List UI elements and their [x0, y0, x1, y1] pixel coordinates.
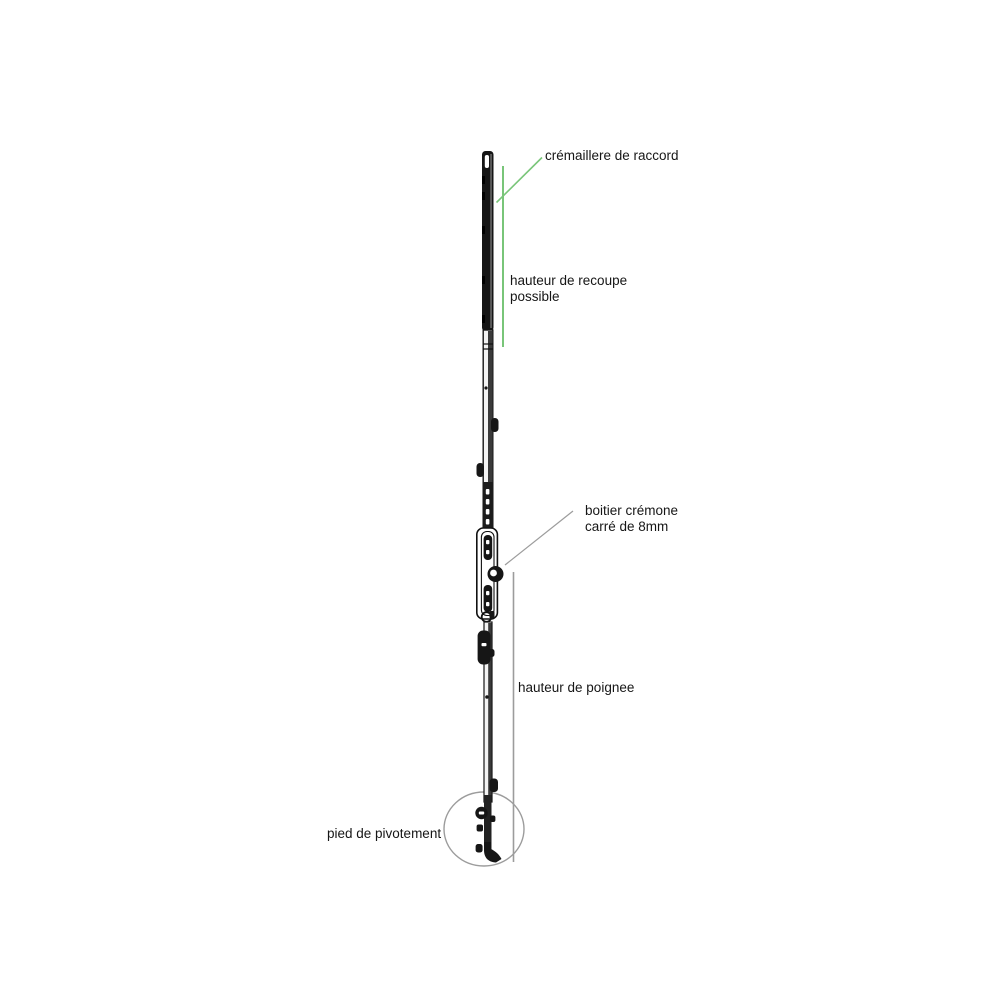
- main-rod: [477, 330, 499, 530]
- rod-rivet: [484, 386, 487, 389]
- locking-cam-left: [477, 463, 485, 477]
- label-boitier-cremone-line2: carré de 8mm: [585, 518, 669, 534]
- lower-rod: [478, 611, 498, 802]
- foot-toe: [484, 842, 502, 863]
- label-boitier-cremone: [585, 503, 678, 534]
- label-hauteur-de-recoupe: [510, 273, 627, 304]
- locking-cam-right: [491, 418, 499, 432]
- label-hauteur-de-recoupe-line2: possible: [510, 288, 560, 304]
- gearbox: [477, 528, 504, 619]
- keeper-block: [478, 631, 491, 665]
- boitier-leader-line: [505, 511, 573, 565]
- label-hauteur-de-recoupe-line1: hauteur de recoupe: [510, 273, 628, 288]
- label-boitier-cremone-line1: boitier crémone: [585, 503, 679, 518]
- connecting-rack: [482, 151, 494, 331]
- label-hauteur-de-poignee: hauteur de poignee: [518, 680, 635, 695]
- rod-rivet-lower: [485, 695, 489, 699]
- label-pied-de-pivotement: pied de pivotement: [327, 826, 442, 841]
- pivot-foot: [475, 795, 501, 863]
- locking-cam-bottom: [490, 779, 499, 793]
- spindle-square-hole: [490, 570, 497, 577]
- label-cremaillere-de-raccord: crémaillere de raccord: [545, 148, 679, 163]
